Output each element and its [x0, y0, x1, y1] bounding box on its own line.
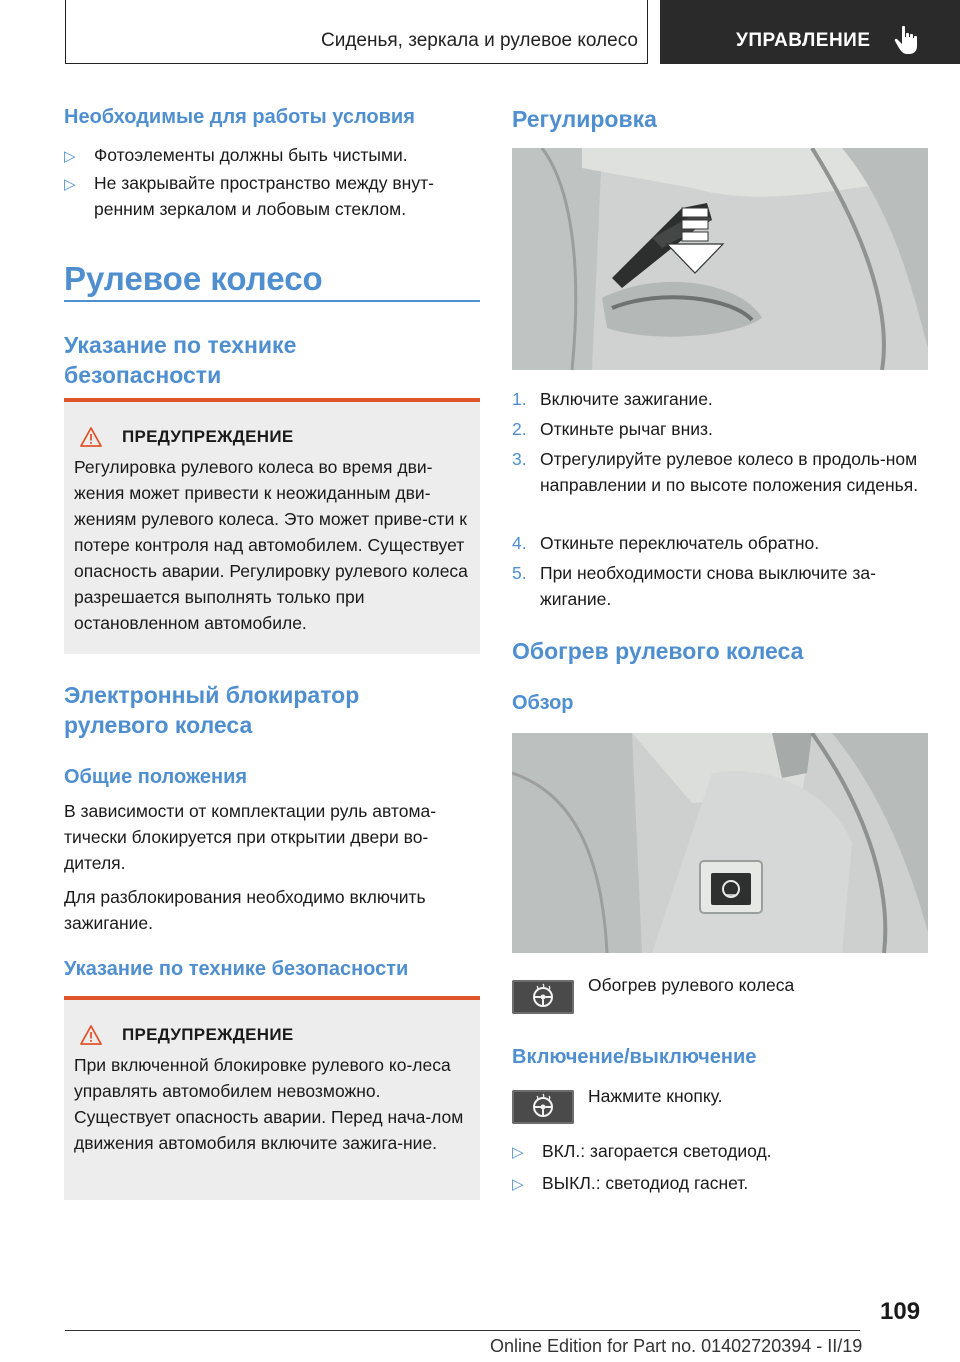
- page-number: 109: [880, 1298, 921, 1325]
- step-item: 5. При необходимости снова выключите за-жигание.: [512, 563, 876, 609]
- step-item: 1. Включите зажигание.: [512, 389, 713, 409]
- warning-triangle-icon: [80, 1025, 102, 1045]
- footer-divider: [65, 1330, 860, 1331]
- step-item: 4. Откиньте переключатель обратно.: [512, 533, 820, 553]
- warning-box: [64, 398, 480, 654]
- warning-triangle-icon: [80, 427, 102, 447]
- warning-text: Регулировка рулевого колеса во время дви-жения может привести к неожиданным дви-жениям рулевого колеса. Это может приве-сти к потере контроля над автомобилем. Существует опасность аварии. Регулировку рулевого колеса разрешается выполнять только при остановленном автомобиле.: [74, 457, 468, 633]
- warning-title: ПРЕДУПРЕЖДЕНИЕ: [122, 1025, 294, 1044]
- adjust-heading: Регулировка: [512, 106, 657, 132]
- heating-overview-photo: [512, 733, 928, 953]
- steering-heating-button-icon: [512, 980, 574, 1014]
- section-title: Сиденья, зеркала и рулевое колесо: [321, 30, 638, 51]
- triangle-bullet-icon: ▷: [64, 176, 76, 193]
- safety-heading: Указание по технике безопасности: [64, 332, 297, 388]
- onoff-heading: Включение/выключение: [512, 1046, 757, 1068]
- steering-adjust-photo: [512, 148, 928, 370]
- warning-box: [64, 996, 480, 1200]
- triangle-bullet-icon: ▷: [512, 1144, 524, 1161]
- warning-text: При включенной блокировке рулевого ко-леса управлять автомобилем невозможно. Существует опасность аварии. Перед нача-лом движения автомобиля включите зажига-ние.: [74, 1055, 464, 1153]
- list-item: ▷ ВКЛ.: загорается светодиод.: [512, 1138, 928, 1166]
- press-button-text: Нажмите кнопку.: [588, 1086, 723, 1106]
- lock-heading: Электронный блокиратор рулевого колеса: [64, 682, 360, 738]
- list-item: ▷ Не закрывайте пространство между внут-ренним зеркалом и лобовым стеклом.: [64, 170, 480, 222]
- overview-heading: Обзор: [512, 692, 574, 714]
- warning-title: ПРЕДУПРЕЖДЕНИЕ: [122, 427, 294, 446]
- chapter-divider: [64, 300, 480, 302]
- heating-button-caption: Обогрев рулевого колеса: [588, 975, 795, 995]
- hand-pointer-icon: [893, 24, 923, 56]
- step-item: 3. Отрегулируйте рулевое колесо в продоль-ном направлении и по высоте положения сиденья.: [512, 449, 919, 495]
- list-item: ▷ ВЫКЛ.: светодиод гаснет.: [512, 1170, 928, 1198]
- triangle-bullet-icon: ▷: [512, 1176, 524, 1193]
- steering-heating-button-icon: [512, 1090, 574, 1124]
- heating-heading: Обогрев рулевого колеса: [512, 638, 804, 664]
- step-item: 2. Откиньте рычаг вниз.: [512, 419, 713, 439]
- chapter-title: Рулевое колесо: [64, 260, 323, 297]
- safety2-heading: Указание по технике безопасности: [64, 958, 409, 980]
- footer-edition: Online Edition for Part no. 01402720394 - II/19: [490, 1336, 863, 1356]
- conditions-heading: Необходимые для работы условия: [64, 106, 415, 128]
- chapter-tab-label: УПРАВЛЕНИЕ: [736, 30, 871, 51]
- triangle-bullet-icon: ▷: [64, 148, 76, 165]
- general-paragraph-1: В зависимости от комплектации руль автома-тически блокируется при открытии двери во-дителя.: [64, 801, 437, 873]
- general-paragraph-2: Для разблокирования необходимо включить зажигание.: [64, 887, 426, 933]
- list-item: ▷ Фотоэлементы должны быть чистыми.: [64, 142, 480, 170]
- general-heading: Общие положения: [64, 766, 248, 788]
